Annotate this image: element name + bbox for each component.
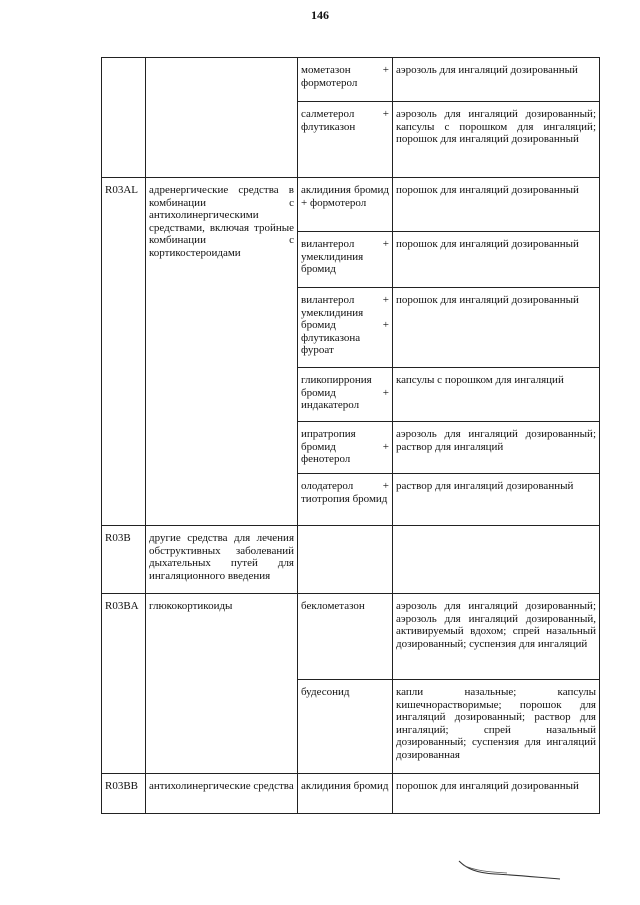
dosage-form-cell: раствор для ингаляций дозированный (393, 474, 600, 526)
atc-code-cell: R03B (102, 526, 146, 594)
dosage-form-cell: порошок для ингаляций дозированный (393, 178, 600, 232)
pharm-group-cell: адренергические средства в комбинации с антихолинергическими средствами, включая тройные комбинации с кортикостероидами (146, 178, 298, 526)
dosage-form-cell: порошок для ингаляций дозированный (393, 288, 600, 368)
dosage-form-cell: порошок для ингаляций дозированный (393, 774, 600, 814)
table-row (102, 178, 600, 232)
drug-table (101, 57, 600, 814)
dosage-form-cell: капли назальные; капсулы кишечнорастворимые; порошок для ингаляций дозированный; раствор для ингаляций; спрей назальный дозированный; суспензия для ингаляций дозированная (393, 680, 600, 774)
atc-code-cell: R03AL (102, 178, 146, 526)
drug-table-body (102, 58, 600, 814)
atc-code-cell (102, 58, 146, 178)
dosage-form-cell: аэрозоль для ингаляций дозированный; капсулы с порошком для ингаляций; порошок для ингаляций дозированный (393, 102, 600, 178)
drug-name-cell: ипратропия бромид + фенотерол (298, 422, 393, 474)
drug-name-cell: салметерол + флутиказон (298, 102, 393, 178)
handwritten-signature (455, 855, 565, 885)
drug-name-cell: аклидиния бромид + формотерол (298, 178, 393, 232)
atc-code-cell: R03BA (102, 594, 146, 774)
pharm-group-cell: глюкокортикоиды (146, 594, 298, 774)
drug-name-cell: вилантерол + умеклидиния бромид + флутиказона фуроат (298, 288, 393, 368)
table-row (102, 774, 600, 814)
atc-code-cell: R03BB (102, 774, 146, 814)
drug-name-cell: беклометазон (298, 594, 393, 680)
pharm-group-cell: антихолинергические средства (146, 774, 298, 814)
dosage-form-cell: аэрозоль для ингаляций дозированный; аэрозоль для ингаляций дозированный, активируемый вдохом; спрей назальный дозированный; суспензия для ингаляций (393, 594, 600, 680)
drug-name-cell (298, 526, 393, 594)
drug-name-cell: олодатерол + тиотропия бромид (298, 474, 393, 526)
drug-name-cell: мометазон + формотерол (298, 58, 393, 102)
dosage-form-cell: аэрозоль для ингаляций дозированный; раствор для ингаляций (393, 422, 600, 474)
pharm-group-cell (146, 58, 298, 178)
dosage-form-cell (393, 526, 600, 594)
drug-name-cell: будесонид (298, 680, 393, 774)
page-number: 146 (311, 8, 329, 22)
drug-name-cell: гликопиррония бромид + индакатерол (298, 368, 393, 422)
dosage-form-cell: порошок для ингаляций дозированный (393, 232, 600, 288)
dosage-form-cell: аэрозоль для ингаляций дозированный (393, 58, 600, 102)
table-row (102, 526, 600, 594)
drug-name-cell: аклидиния бромид (298, 774, 393, 814)
drug-name-cell: вилантерол + умеклидиния бромид (298, 232, 393, 288)
dosage-form-cell: капсулы с порошком для ингаляций (393, 368, 600, 422)
table-row (102, 58, 600, 102)
table-row (102, 594, 600, 680)
pharm-group-cell: другие средства для лечения обструктивных заболеваний дыхательных путей для ингаляционного введения (146, 526, 298, 594)
